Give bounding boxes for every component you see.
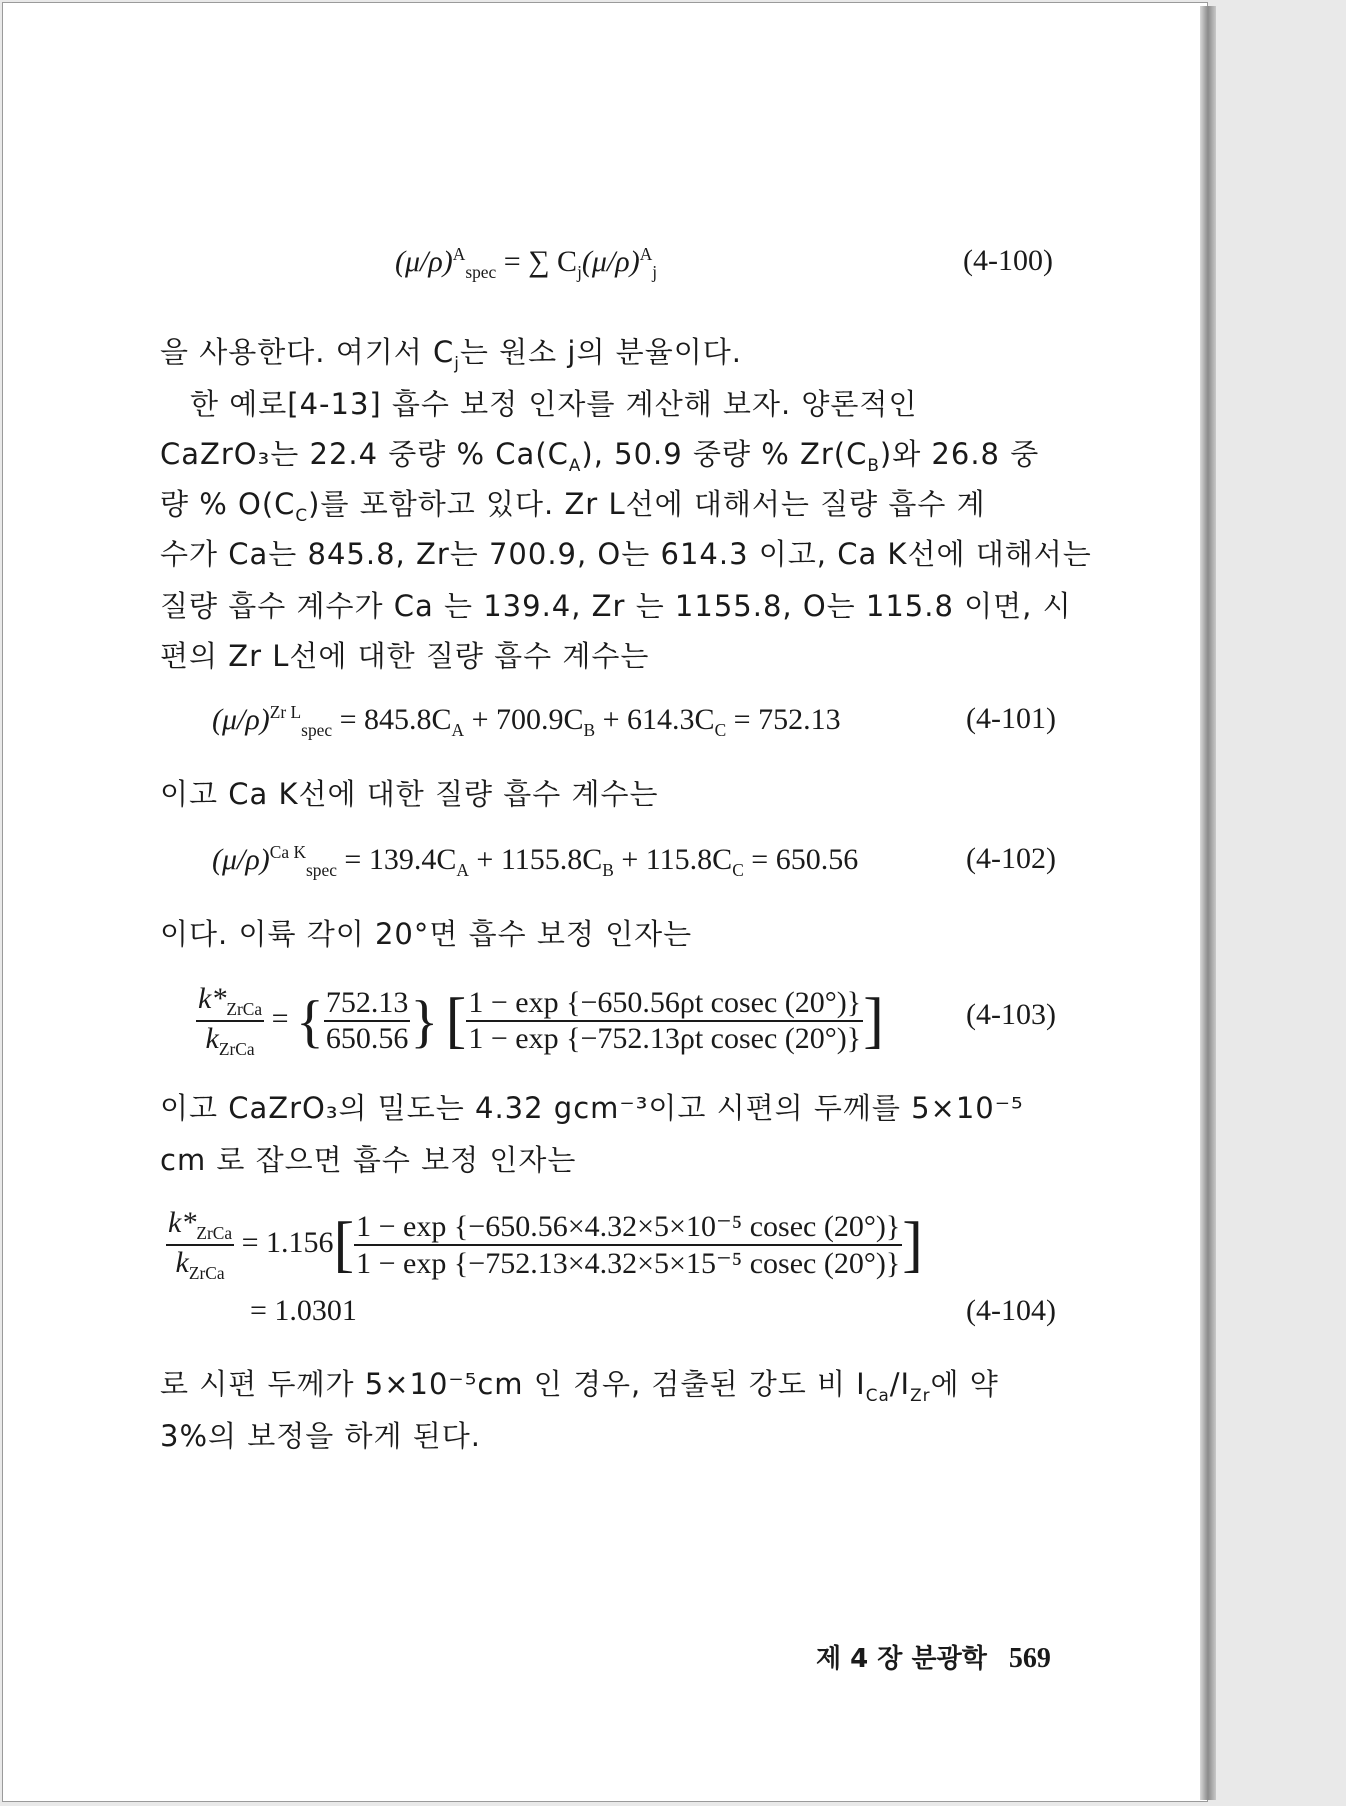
equation-number-4-103: (4-103) [966,998,1056,1031]
text-line: cm 로 잡으면 흡수 보정 인자는 [160,1143,577,1177]
text-line: 량 % $O(C_C)$를 포함하고 있다. Zr L선에 대해서는 질량 흡수 계 [160,487,986,525]
text-line: 수가 Ca는 845.8, Zr는 700.9, O는 614.3 이고, Ca K선에 대해서는 [160,537,1092,571]
equation-4-103: $\frac{k*_{ZrCa}}{k_{ZrCa}}$ = { $\frac{752.13}{650.56}$ } [ $\frac{\text{1 − exp \{−650.56ρt cosec (20°)\}}}{\text{1 − exp \{−752.13ρt cosec (20°)\}}}$ ] [198,982,884,1059]
equation-4-104: $\frac{k*_{ZrCa}}{k_{ZrCa}}$ = 1.156[ $\frac{\text{1 − exp \{−650.56×4.32×5×10⁻⁵ cosec (20°)\}}}{\text{1 − exp \{−752.13×4.32×5×15⁻⁵ cosec (20°)\}}}$ ] [168,1206,923,1283]
equation-number-4-100: (4-100) [963,244,1053,277]
page-footer [816,1638,1051,1675]
text-line: CaZrO₃는 22.4 중량 % $Ca(C_A)$, 50.9 중량 % $Zr(C_B)$와 26.8 중 [160,437,1040,475]
equation-4-100: $(\mu/\rho)^A_{spec}$ = ∑ $C_j(\mu/\rho)^A_j$ [395,244,658,282]
text-line: 이고 CaZrO₃의 밀도는 4.32 gcm⁻³이고 시편의 두께를 5×10⁻⁵ [160,1091,1024,1125]
text-line: 이다. 이륙 각이 20°면 흡수 보정 인자는 [160,917,693,951]
text-line: 이고 Ca K선에 대한 질량 흡수 계수는 [160,777,659,811]
page-edge-shadow [1200,6,1216,1800]
equation-4-104-result: = 1.0301 [250,1294,357,1327]
text-line: 로 시편 두께가 5×10⁻⁵cm 인 경우, 검출된 강도 비 $I_{Ca}/I_{Zr}$에 약 [160,1367,999,1405]
equation-number-4-101: (4-101) [966,702,1056,735]
page-number: 569 [1008,1643,1051,1674]
text-line: 을 사용한다. 여기서 $C_j$는 원소 j의 분율이다. [160,335,742,373]
text-line: 한 예로[4-13] 흡수 보정 인자를 계산해 보자. 양론적인 [190,387,918,421]
equation-4-101: $(\mu/\rho)^{Zr L}_{spec} = 845.8C_A + 700.9C_B + 614.3C_C = 752.13$ [212,702,841,740]
k-ratio-fraction: $\frac{k*_{ZrCa}}{k_{ZrCa}}$ [168,1206,233,1283]
equation-number-4-104: (4-104) [966,1294,1056,1327]
text-line: 편의 Zr L선에 대한 질량 흡수 계수는 [160,639,650,673]
text-line: 3%의 보정을 하게 된다. [160,1419,481,1453]
chapter-label: 제 4 장 분광학 [816,1644,987,1674]
equation-number-4-102: (4-102) [966,842,1056,875]
k-ratio-fraction: $\frac{k*_{ZrCa}}{k_{ZrCa}}$ [198,982,263,1059]
text-line: 질량 흡수 계수가 Ca 는 139.4, Zr 는 1155.8, O는 115.8 이면, 시 [160,589,1072,623]
equation-4-102: $(\mu/\rho)^{Ca K}_{spec} = 139.4C_A + 1155.8C_B + 115.8C_C = 650.56$ [212,842,859,880]
